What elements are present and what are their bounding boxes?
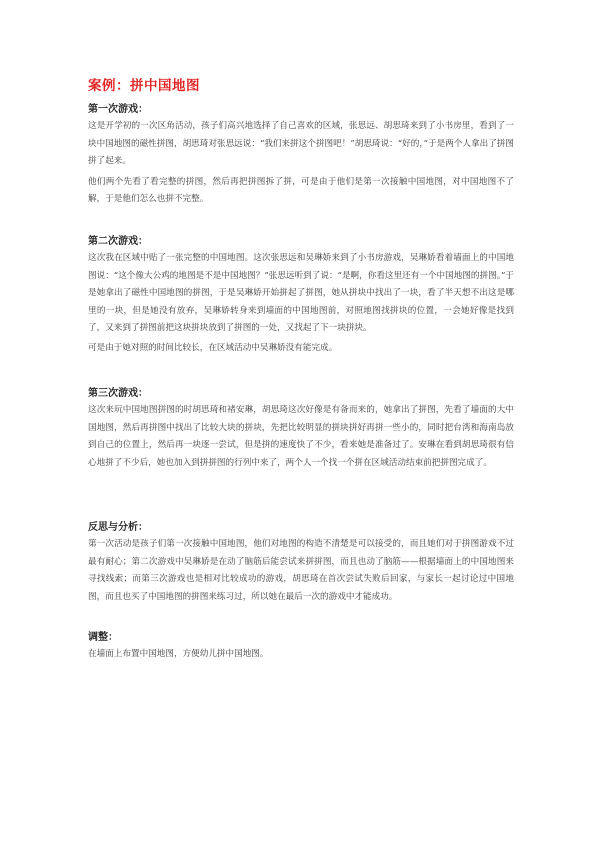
section-third-game <box>88 384 514 472</box>
paragraph: 这次我在区域中贴了一张完整的中国地图。这次张思远和吴琳娇来到了小书房游戏，吴琳娇看着墙面上的中国地图说：“这个像大公鸡的地图是不是中国地图？”张思远听到了说：“是啊，你看这里还有一个中国地图的拼图。”于是她拿出了磁性中国地图的拼图，于是吴琳娇开始拼起了拼图，她从拼块中找出了一块，看了半天想不出这是哪里的一块，但是她没有放弃，吴琳娇转身来到墙面的中国地图前，对照地图找拼块的位置，一会她好像是找到了，又来到了拼图前把这块拼块放到了拼图的一处，又找起了下一块拼块。 <box>88 253 514 334</box>
paragraph: 第一次活动是孩子们第一次接触中国地图，他们对地图的构造不清楚是可以接受的，而且她们对于拼图游戏不过最有耐心；第二次游戏中吴琳娇是在动了脑筋后能尝试来拼拼图，而且也动了脑筋——根据墙面上的中国地图来寻找线索；而第三次游戏也是相对比较成功的游戏，胡思琦在首次尝试失败后回家，与家长一起讨论过中国地图，而且也买了中国地图的拼图来练习过，所以她在最后一次的游戏中才能成功。 <box>88 539 514 602</box>
section-adjustment <box>88 628 514 664</box>
section-first-game <box>88 100 514 209</box>
section-reflection <box>88 518 514 606</box>
paragraph: 这是开学初的一次区角活动，孩子们高兴地选择了自己喜欢的区域，张思远、胡思琦来到了小书房里，看到了一块中国地图的磁性拼图，胡思琦对张思远说：“我们来拼这个拼图吧！”胡思琦说：“好的，”于是两个人拿出了拼图拼了起来。 <box>88 121 514 167</box>
paragraph: 在墙面上布置中国地图，方便幼儿拼中国地图。 <box>88 649 269 659</box>
section-second-game <box>88 232 514 358</box>
paragraph: 这次来玩中国地图拼图的时胡思琦和褚安琳，胡思琦这次好像是有备而来的，她拿出了拼图，先看了墙面的大中国地图，然后再拼图中找出了比较大块的拼块，先把比较明显的拼块拼好再拼一些小的，同时把台湾和海南岛放到自己的位置上，然后再一块逐一尝试，但是拼的速度快了不少，看来她是准备过了。安琳在看到胡思琦很有信心地拼了不少后，她也加入到拼拼图的行列中来了，两个人一个找一个拼在区域活动结束前把拼图完成了。 <box>88 405 514 468</box>
paragraph: 可是由于她对照的时间比较长，在区域活动中吴琳娇没有能完成。 <box>88 342 338 353</box>
section-heading: 第三次游戏： <box>88 388 148 399</box>
section-heading: 第二次游戏： <box>88 236 148 247</box>
section-heading: 调整： <box>88 632 118 643</box>
paragraph: 他们两个先看了看完整的拼图，然后再把拼图拆了拼，可是由于他们是第一次接触中国地图，对中国地图不了解，于是他们怎么也拼不完整。 <box>88 176 514 205</box>
document-title: 案例：拼中国地图 <box>88 78 200 94</box>
section-heading: 反思与分析： <box>88 522 148 533</box>
section-heading: 第一次游戏： <box>88 104 148 115</box>
